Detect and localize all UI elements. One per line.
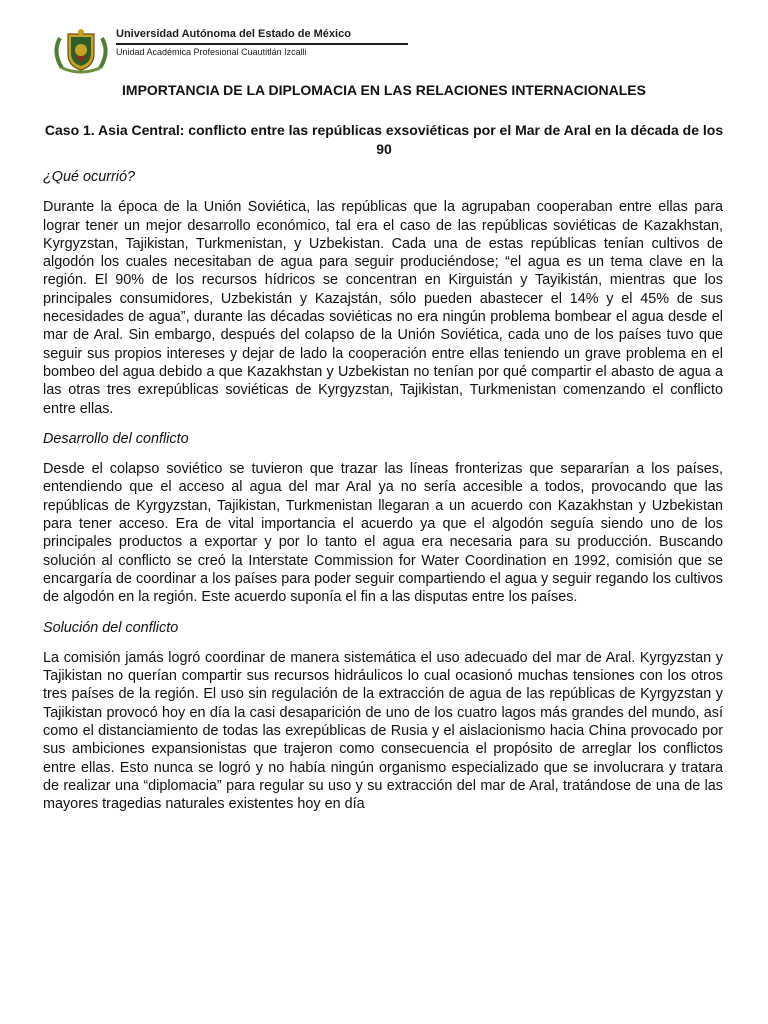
academic-unit-name: Unidad Académica Profesional Cuautitlán Izcalli xyxy=(116,47,307,57)
section-heading-desarrollo: Desarrollo del conflicto xyxy=(43,430,189,447)
section-paragraph-desarrollo: Desde el colapso soviético se tuvieron que trazar las líneas fronterizas que separarían a los países, entendiendo que el acceso al agua del mar Aral ya no sería accesible a todos, provocando que las repúblicas de Kyrgyzstan, Tajikistan, Turkmenistan llegaran a un acuerdo con Kazakhstan y Uzbekistan para tener acceso. Era de vital importancia el acuerdo ya que el algodón seguía siendo uno de los principales productos a exportar y por lo tanto el agua era necesaria para su producción. Buscando solución al conflicto se creó la Interstate Commission for Water Coordination en 1992, comisión que se encargaría de coordinar a los países para poder seguir compartiendo el agua y seguir regando los cultivos de algodón en la región. Este acuerdo suponía el fin a las disputas entre los países. xyxy=(43,461,723,606)
section-heading-solucion: Solución del conflicto xyxy=(43,619,179,636)
section-paragraph-solucion: La comisión jamás logró coordinar de manera sistemática el uso adecuado del mar de Aral. Kyrgyzstan y Tajikistan no querían compartir sus recursos hidráulicos lo cual ocasionó muchas tensiones con los otros tres países de la región. El uso sin regulación de la extracción de agua de las repúblicas de Kyrgyzstan y Tajikistan provocó hoy en día la casi desaparición de uno de los cuatro lagos más grandes del mundo, así como el distanciamiento de todas las exrepúblicas de Rusia y el aislacionismo hacia China provocado por sus ambiciones expansionistas que trajeron como consecuencia el propósito de arreglar los conflictos entre ellas. Esto nunca se logró y no había ningún organismo especializado que se involucrara y tratara de realizar una “diplomacia” para regular su uso y su extracción del mar de Aral, tratándose de una de las mayores tragedias naturales existentes hoy en día xyxy=(43,649,723,813)
university-name: Universidad Autónoma del Estado de México xyxy=(116,28,351,40)
document-title: IMPORTANCIA DE LA DIPLOMACIA EN LAS RELACIONES INTERNACIONALES xyxy=(122,82,646,98)
case-title: Caso 1. Asia Central: conflicto entre las repúblicas exsoviéticas por el Mar de Aral en la década de los 90 xyxy=(44,122,724,157)
letterhead xyxy=(50,26,370,76)
header-divider xyxy=(116,43,408,45)
university-seal-logo xyxy=(50,28,112,74)
letterhead-text xyxy=(116,28,416,58)
section-paragraph-que-ocurrio: Durante la época de la Unión Soviética, las repúblicas que la agrupaban cooperaban entre ellas para lograr tener un mejor desarrollo económico, tal era el caso de las repúblicas soviéticas de Kazakhstan, Kyrgyzstan, Tajikistan, Turkmenistan, y Uzbekistan. Cada una de estas repúblicas tenían cultivos de algodón los cuales necesitaban de agua para seguir produciéndose; “el agua es un tema clave en la región. El 90% de los recursos hídricos se concentran en Kirguistán y Tayikistán, mientras que los principales consumidores, Uzbekistán y Kazajstán, sólo pueden abastecer el 14% y el 45% de sus necesidades de agua”, durante las décadas soviéticas no era ningún problema bombear el agua desde el mar de Aral. Sin embargo, después del colapso de la Unión Soviética, cada uno de los países tuvo que seguir sus propios intereses y dejar de lado la cooperación entre ellas teniendo un grave problema en el bombeo del agua debido a que Kazakhstan y Uzbekistan no tenían por qué compartir el abasto de agua a las otras tres exrepúblicas soviéticas de Kyrgyzstan, Tajikistan, Turkmenistan comenzando el conflicto entre ellas. xyxy=(43,199,723,417)
section-heading-que-ocurrio: ¿Qué ocurrió? xyxy=(43,169,135,185)
document-body xyxy=(43,168,723,814)
